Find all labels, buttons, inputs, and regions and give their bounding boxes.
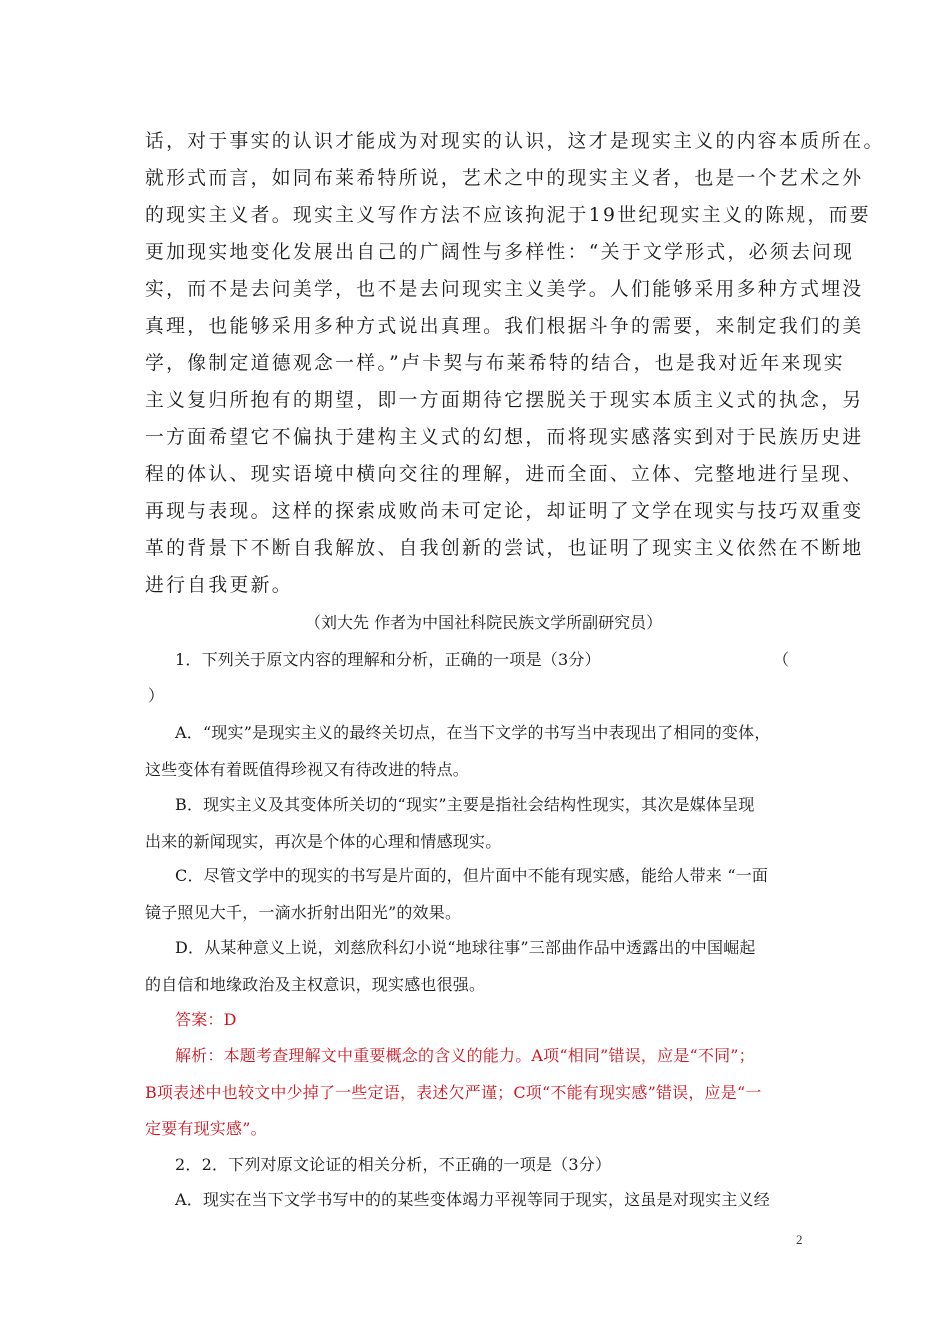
option-c-cont: 镜子照见大千，一滴水折射出阳光”的效果。: [145, 903, 462, 922]
passage-line: 再现与表现。这样的探索成败尚未可定论，却证明了文学在现实与技巧双重变: [145, 501, 864, 522]
passage-line: 主义复归所抱有的期望，即一方面期待它摆脱关于现实本质主义式的执念，另: [145, 390, 864, 411]
passage-line: 话，对于事实的认识才能成为对现实的认识，这才是现实主义的内容本质所在。: [145, 131, 885, 152]
answer: 答案：D: [175, 1010, 237, 1029]
answer-paren-close: ）: [148, 686, 165, 705]
passage-line: 学，像制定道德观念一样。”卢卡契与布莱希特的结合，也是我对近年来现实: [145, 353, 845, 374]
option-a: A．“现实”是现实主义的最终关切点，在当下文学的书写当中表现出了相同的变体，: [175, 723, 771, 742]
passage-line: 一方面希望它不偏执于建构主义式的幻想，而将现实感落实到对于民族历史进: [145, 427, 864, 448]
passage-line: 实，而不是去问美学，也不是去问现实主义美学。人们能够采用多种方式埋没: [145, 279, 864, 300]
page-number: 2: [796, 1232, 803, 1247]
option-b: B．现实主义及其变体所关切的“现实”主要是指社会结构性现实，其次是媒体呈现: [175, 795, 755, 814]
question-stem: 2．2．下列对原文论证的相关分析，不正确的一项是（3分）: [175, 1155, 612, 1174]
explanation-line: 定要有现实感”。: [145, 1119, 267, 1138]
option-a-cont: 这些变体有着既值得珍视又有待改进的特点。: [145, 760, 470, 779]
passage-line: 革的背景下不断自我解放、自我创新的尝试，也证明了现实主义依然在不断地: [145, 538, 864, 559]
attribution: （刘大先 作者为中国社科院民族文学所副研究员）: [305, 613, 663, 632]
option-b-cont: 出来的新闻现实，再次是个体的心理和情感现实。: [145, 832, 502, 851]
question-stem: 1．下列关于原文内容的理解和分析，正确的一项是（3分）: [175, 650, 601, 669]
answer-paren-open: （: [773, 650, 790, 669]
explanation-line: 解析：本题考查理解文中重要概念的含义的能力。A项“相同”错误，应是“不同”；: [175, 1046, 755, 1065]
passage-line: 的现实主义者。现实主义写作方法不应该拘泥于19世纪现实主义的陈规，而要: [145, 205, 871, 226]
passage-line: 进行自我更新。: [145, 575, 293, 596]
explanation-line: B项表述中也较文中少掉了一些定语，表述欠严谨；C项“不能有现实感”错误，应是“一: [145, 1083, 762, 1102]
option-d: D．从某种意义上说，刘慈欣科幻小说“地球往事”三部曲作品中透露出的中国崛起: [175, 938, 756, 957]
passage-line: 真理，也能够采用多种方式说出真理。我们根据斗争的需要，来制定我们的美: [145, 316, 864, 337]
option-d-cont: 的自信和地缘政治及主权意识，现实感也很强。: [145, 975, 486, 994]
passage-line: 程的体认、现实语境中横向交往的理解，进而全面、立体、完整地进行呈现、: [145, 464, 864, 485]
option-c: C．尽管文学中的现实的书写是片面的，但片面中不能有现实感，能给人带来 “一面: [175, 866, 769, 885]
passage-line: 更加现实地变化发展出自己的广阔性与多样性：“关于文学形式，必须去问现: [145, 242, 855, 263]
passage-line: 就形式而言，如同布莱希特所说，艺术之中的现实主义者，也是一个艺术之外: [145, 168, 864, 189]
option-a: A．现实在当下文学书写中的的某些变体竭力平视等同于现实，这虽是对现实主义经: [175, 1190, 770, 1209]
